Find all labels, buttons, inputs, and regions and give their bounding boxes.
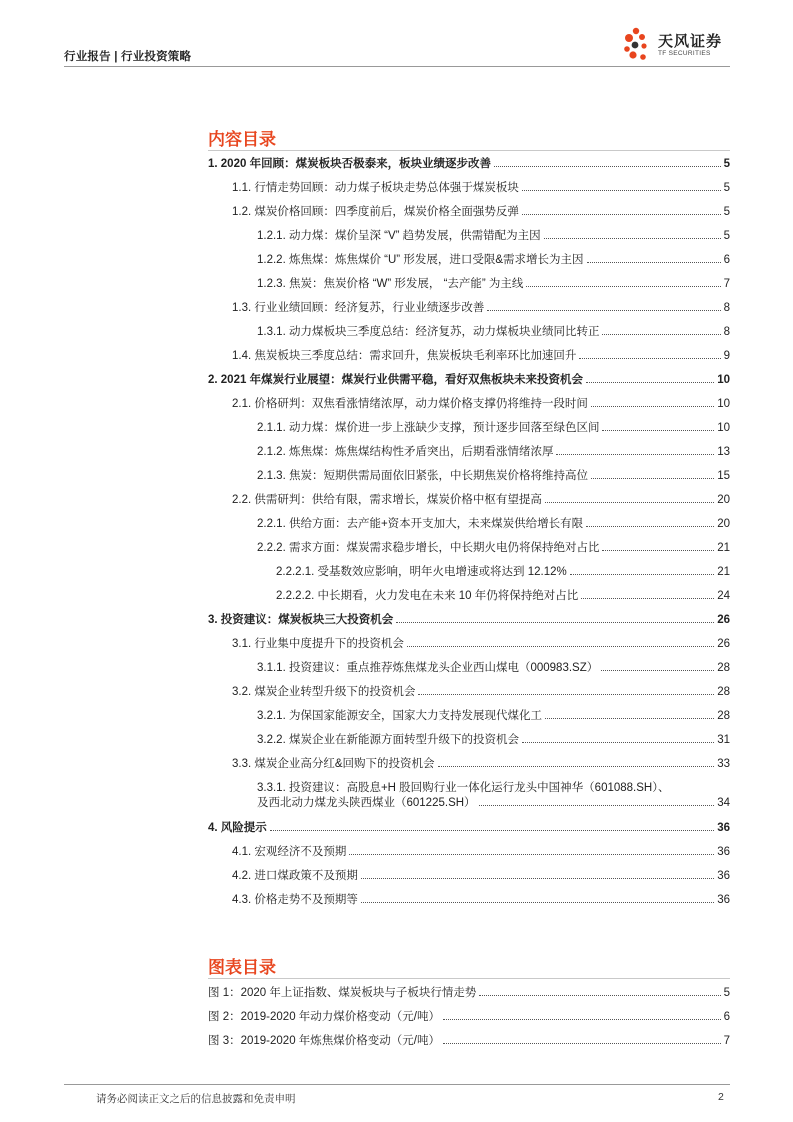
toc-entry-page: 36 — [717, 822, 730, 834]
company-logo — [622, 26, 734, 64]
toc-entry[interactable] — [257, 541, 730, 555]
toc-entry-label: 1.2. 煤炭价格回顾：四季度前后，煤炭价格全面强势反弹 — [232, 206, 519, 218]
footer-disclaimer: 请务必阅读正文之后的信息披露和免责申明 — [96, 1093, 296, 1105]
toc-entry-label: 3.1. 行业集中度提升下的投资机会 — [232, 638, 404, 650]
toc-entry-label: 2.2.2.1. 受基数效应影响，明年火电增速或将达到 12.12% — [276, 566, 567, 578]
footer-divider — [64, 1084, 730, 1085]
logo-company-name-en: TF SECURITIES — [658, 50, 711, 57]
toc-entry[interactable] — [232, 893, 730, 907]
toc-leader-dots — [494, 166, 721, 167]
toc-entry[interactable] — [257, 709, 730, 723]
toc-entry-label: 3. 投资建议：煤炭板块三大投资机会 — [208, 614, 394, 626]
toc-entry-label: 2.1. 价格研判：双焦看涨情绪浓厚，动力煤价格支撑仍将维持一段时间 — [232, 398, 588, 410]
toc-entry-page: 31 — [717, 734, 730, 746]
toc-entry-label: 2.2.2.2. 中长期看，火力发电在未来 10 年仍将保持绝对占比 — [276, 590, 579, 602]
toc-leader-dots — [487, 310, 720, 311]
figure-leader-dots — [479, 995, 720, 996]
toc-entry-page: 10 — [717, 398, 730, 410]
toc-entry-page: 13 — [717, 446, 730, 458]
toc-leader-dots — [545, 502, 714, 503]
toc-entry-label: 1.3.1. 动力煤板块三季度总结：经济复苏，动力煤板块业绩同比转正 — [257, 326, 600, 338]
toc-entry-label: 2.2. 供需研判：供给有限，需求增长，煤炭价格中枢有望提高 — [232, 494, 542, 506]
toc-leader-dots — [396, 622, 714, 623]
toc-leader-dots — [349, 854, 714, 855]
toc-entry-page: 34 — [717, 797, 730, 809]
toc-entry-label: 1.1. 行情走势回顾：动力煤子板块走势总体强于煤炭板块 — [232, 182, 519, 194]
toc-entry[interactable] — [257, 253, 730, 267]
toc-entry-page: 5 — [723, 158, 730, 170]
header-divider — [64, 66, 730, 67]
toc-entry[interactable] — [257, 445, 730, 459]
toc-entry-label: 2. 2021 年煤炭行业展望：煤炭行业供需平稳，看好双焦板块未来投资机会 — [208, 374, 584, 386]
toc-leader-dots — [407, 646, 714, 647]
figure-entry-label: 图 2：2019-2020 年动力煤价格变动（元/吨） — [208, 1011, 440, 1023]
toc-entry-page: 28 — [717, 662, 730, 674]
toc-entry-page: 10 — [717, 422, 730, 434]
toc-leader-dots — [601, 670, 714, 671]
toc-leader-dots — [570, 574, 714, 575]
toc-entry-page: 28 — [717, 686, 730, 698]
toc-leader-dots — [522, 742, 714, 743]
toc-leader-dots — [438, 766, 715, 767]
toc-leader-dots — [479, 805, 715, 806]
toc-leader-dots — [602, 430, 714, 431]
toc-leader-dots — [591, 478, 714, 479]
toc-entry-label: 3.1.1. 投资建议：重点推荐炼焦煤龙头企业西山煤电（000983.SZ） — [257, 662, 599, 674]
toc-leader-dots — [361, 878, 714, 879]
toc-entry[interactable] — [257, 469, 730, 483]
toc-entry[interactable] — [232, 757, 730, 771]
toc-entry-label: 3.2.2. 煤炭企业在新能源方面转型升级下的投资机会 — [257, 734, 519, 746]
toc-entry-label: 1.2.3. 焦炭：焦炭价格 “W” 形发展， “去产能” 为主线 — [257, 278, 524, 290]
report-header-title: 行业报告 | 行业投资策略 — [64, 51, 192, 63]
toc-entry-label: 3.2.1. 为保国家能源安全，国家大力支持发展现代煤化工 — [257, 710, 542, 722]
toc-leader-dots — [556, 454, 714, 455]
toc-leader-dots — [591, 406, 714, 407]
figure-entry[interactable] — [208, 986, 730, 1000]
toc-entry[interactable] — [232, 301, 730, 315]
toc-leader-dots — [579, 358, 720, 359]
toc-leader-dots — [545, 718, 714, 719]
toc-entry-page: 8 — [723, 326, 730, 338]
toc-entry-label: 1.3. 行业业绩回顾：经济复苏，行业业绩逐步改善 — [232, 302, 485, 314]
toc-entry-page: 5 — [723, 206, 730, 218]
toc-entry-page: 20 — [717, 494, 730, 506]
toc-entry-label: 3.2. 煤炭企业转型升级下的投资机会 — [232, 686, 416, 698]
toc-entry-label: 3.3.1. 投资建议：高股息+H 股回购行业一体化运行龙头中国神华（601088.SH）、 — [257, 782, 670, 794]
toc-leader-dots — [361, 902, 714, 903]
toc-entry[interactable] — [257, 229, 730, 243]
toc-leader-dots — [544, 238, 721, 239]
toc-entry-label: 2.1.1. 动力煤：煤价进一步上涨缺少支撑，预计逐步回落至绿色区间 — [257, 422, 600, 434]
toc-entry-label: 4.1. 宏观经济不及预期 — [232, 846, 347, 858]
toc-entry-page: 7 — [723, 278, 730, 290]
toc-leader-dots — [586, 526, 714, 527]
toc-entry-label: 2.1.2. 炼焦煤：炼焦煤结构性矛盾突出，后期看涨情绪浓厚 — [257, 446, 554, 458]
toc-entry[interactable] — [276, 565, 730, 579]
figure-entry-page: 6 — [723, 1011, 730, 1023]
toc-entry-label-cont: 及西北动力煤龙头陕西煤业（601225.SH） — [257, 797, 476, 809]
toc-leader-dots — [602, 550, 714, 551]
toc-entry[interactable] — [208, 821, 730, 835]
toc-entry[interactable] — [257, 781, 730, 811]
figure-entry[interactable] — [208, 1034, 730, 1048]
toc-leader-dots — [587, 262, 721, 263]
toc-entry[interactable] — [276, 589, 730, 603]
figure-entry-page: 7 — [723, 1035, 730, 1047]
toc-entry-page: 8 — [723, 302, 730, 314]
toc-entry-label: 3.3. 煤炭企业高分红&回购下的投资机会 — [232, 758, 435, 770]
figure-entry-label: 图 3：2019-2020 年炼焦煤价格变动（元/吨） — [208, 1035, 440, 1047]
toc-entry-label: 2.2.2. 需求方面：煤炭需求稳步增长，中长期火电仍将保持绝对占比 — [257, 542, 600, 554]
toc-entry[interactable] — [232, 397, 730, 411]
toc-entry-page: 33 — [717, 758, 730, 770]
toc-entry-page: 26 — [717, 638, 730, 650]
figure-leader-dots — [443, 1043, 721, 1044]
toc-entry[interactable] — [257, 277, 730, 291]
toc-title: 内容目录 — [208, 130, 276, 149]
toc-entry-page: 20 — [717, 518, 730, 530]
toc-leader-dots — [586, 382, 714, 383]
toc-entry-page: 26 — [717, 614, 730, 626]
figure-entry-label: 图 1：2020 年上证指数、煤炭板块与子板块行情走势 — [208, 987, 477, 999]
toc-entry-page: 5 — [723, 182, 730, 194]
toc-entry-label: 4. 风险提示 — [208, 822, 267, 834]
toc-entry-label: 1.4. 焦炭板块三季度总结：需求回升，焦炭板块毛利率环比加速回升 — [232, 350, 577, 362]
toc-entry-page: 36 — [717, 870, 730, 882]
figure-entry[interactable] — [208, 1010, 730, 1024]
toc-entry[interactable] — [257, 733, 730, 747]
toc-entry-label: 1. 2020 年回顾：煤炭板块否极泰来，板块业绩逐步改善 — [208, 158, 492, 170]
toc-entry[interactable] — [257, 661, 730, 675]
toc-entry-page: 5 — [723, 230, 730, 242]
toc-entry[interactable] — [232, 181, 730, 195]
figure-entry-page: 5 — [723, 987, 730, 999]
toc-entry[interactable] — [208, 373, 730, 387]
toc-entry[interactable] — [232, 685, 730, 699]
toc-entry-label: 4.3. 价格走势不及预期等 — [232, 894, 358, 906]
toc-entry-page: 24 — [717, 590, 730, 602]
toc-title-divider — [208, 150, 730, 151]
logo-flower-icon — [622, 26, 656, 64]
toc-entry-label: 1.2.2. 炼焦煤：炼焦煤价 “U” 形发展，进口受限&需求增长为主因 — [257, 254, 584, 266]
toc-leader-dots — [602, 334, 720, 335]
toc-entry[interactable] — [232, 637, 730, 651]
toc-leader-dots — [418, 694, 714, 695]
toc-entry[interactable] — [208, 613, 730, 627]
toc-leader-dots — [526, 286, 720, 287]
figures-title-divider — [208, 978, 730, 979]
page-number: 2 — [718, 1091, 724, 1103]
toc-entry[interactable] — [232, 845, 730, 859]
toc-entry-label: 1.2.1. 动力煤：煤价呈深 “V” 趋势发展，供需错配为主因 — [257, 230, 541, 242]
toc-entry[interactable] — [257, 421, 730, 435]
logo-company-name: 天风证券 — [658, 33, 723, 50]
toc-entry[interactable] — [257, 517, 730, 531]
toc-entry[interactable] — [232, 869, 730, 883]
toc-entry[interactable] — [208, 157, 730, 171]
toc-leader-dots — [581, 598, 714, 599]
figure-leader-dots — [443, 1019, 721, 1020]
toc-entry[interactable] — [257, 325, 730, 339]
toc-entry-page: 6 — [723, 254, 730, 266]
toc-entry-label: 2.1.3. 焦炭：短期供需局面依旧紧张，中长期焦炭价格将维持高位 — [257, 470, 588, 482]
toc-entry[interactable] — [232, 349, 730, 363]
toc-entry-page: 21 — [717, 542, 730, 554]
toc-entry-page: 36 — [717, 846, 730, 858]
toc-leader-dots — [522, 190, 721, 191]
toc-entry-page: 28 — [717, 710, 730, 722]
toc-entry-page: 10 — [717, 374, 730, 386]
toc-leader-dots — [522, 214, 721, 215]
toc-entry-label: 4.2. 进口煤政策不及预期 — [232, 870, 358, 882]
figures-title: 图表目录 — [208, 958, 276, 977]
toc-entry-page: 9 — [723, 350, 730, 362]
toc-entry[interactable] — [232, 205, 730, 219]
toc-entry-page: 36 — [717, 894, 730, 906]
toc-entry-label: 2.2.1. 供给方面：去产能+资本开支加大，未来煤炭供给增长有限 — [257, 518, 584, 530]
toc-entry-page: 21 — [717, 566, 730, 578]
toc-entry-page: 15 — [717, 470, 730, 482]
toc-leader-dots — [270, 830, 714, 831]
toc-entry[interactable] — [232, 493, 730, 507]
